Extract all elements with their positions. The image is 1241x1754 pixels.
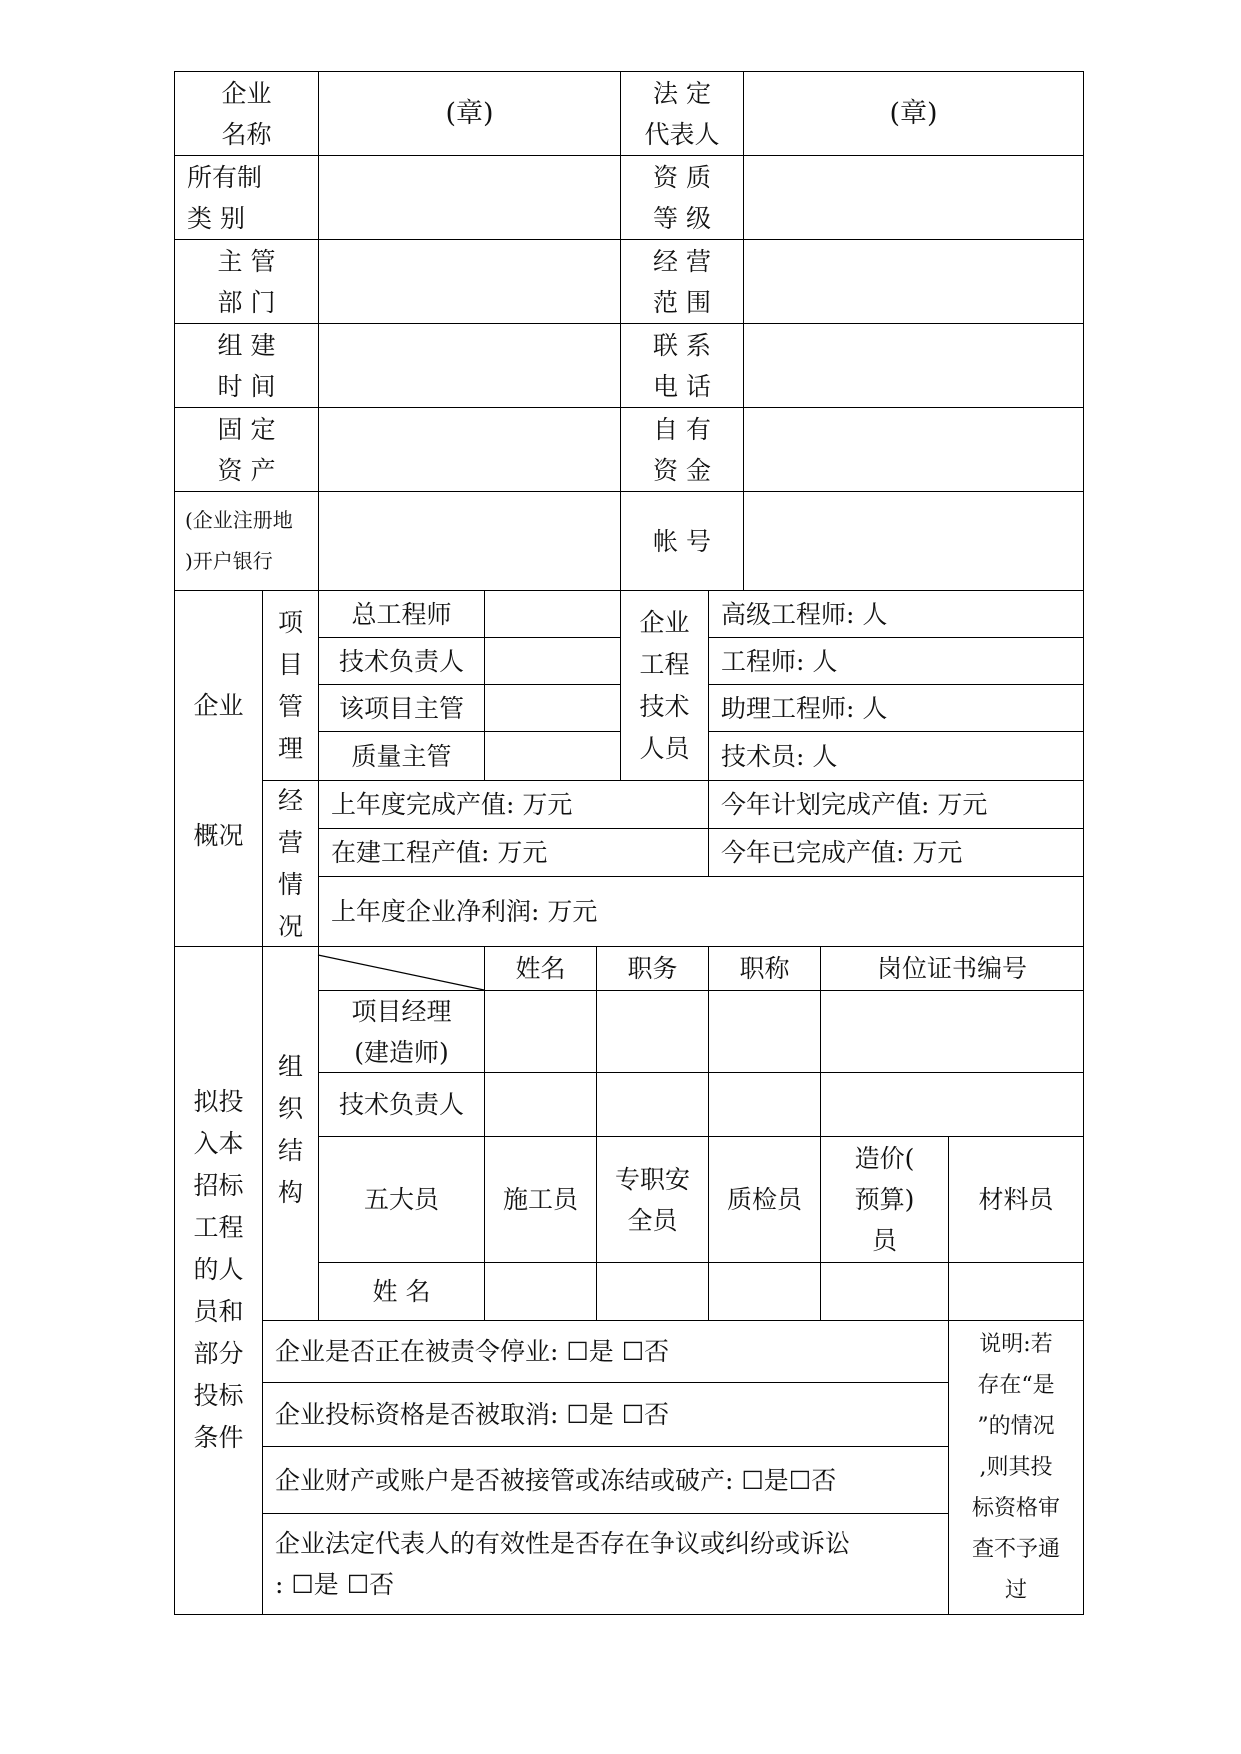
condition-legal-rep-dispute: 企业法定代表人的有效性是否存在争议或纠纷或诉讼 : ☐是 ☐否 [275,1529,851,1599]
legal-rep-label: 法 定 代表人 [644,78,720,149]
condition-suspended: 企业是否正在被责令停业: ☐是 ☐否 [275,1337,670,1366]
fixed-assets-label: 固 定 资 产 [217,414,276,485]
rule [1083,71,1084,1615]
five-roles-label: 五大员 [363,1185,439,1214]
role-cost: 造价( 预算) 员 [854,1144,915,1255]
last-year-output: 上年度完成产值: 万元 [331,790,573,819]
rule [820,946,821,1321]
qualification-label: 资 质 等 级 [653,162,711,233]
condition-disqualified: 企业投标资格是否被取消: ☐是 ☐否 [275,1400,670,1429]
ownership-label: 所有制 类 别 [187,162,263,233]
this-year-done: 今年已完成产值: 万元 [721,838,963,867]
net-profit: 上年度企业净利润: 万元 [331,897,598,926]
assistant-engineer-count: 助理工程师: 人 [721,693,888,723]
rule [484,946,485,1321]
business-scope-label: 经 营 范 围 [653,246,711,317]
under-construction-output: 在建工程产值: 万元 [331,838,548,867]
authority-label: 主 管 部 门 [217,246,276,317]
tech-staff-label: 企业 工程 技术 人员 [639,607,690,763]
rule [596,946,597,1321]
quality-supervisor-label: 质量主管 [351,741,452,771]
enterprise-name-label: 企业 名称 [221,78,272,149]
role-safety: 专职安 全员 [614,1164,690,1235]
staffing-section-label: 拟投 入本 招标 工程 的人 员和 部分 投标 条件 [193,1087,244,1452]
condition-assets-frozen: 企业财产或账户是否被接管或冻结或破产: ☐是☐否 [275,1465,837,1495]
role-construction: 施工员 [502,1185,578,1214]
overview-label-1: 企业 [193,690,244,720]
conditions-note: 说明:若 存在“是 ”的情况 ,则其投 标资格审 查不予通 过 [971,1332,1060,1603]
legal-rep-seal: (章) [889,97,938,129]
project-supervisor-label: 该项目主管 [338,693,464,723]
rule [708,946,709,1321]
enterprise-name-seal: (章) [445,97,494,129]
phone-label: 联 系 电 话 [653,330,711,401]
own-funds-label: 自 有 资 金 [653,414,711,485]
technician-count: 技术员: 人 [721,741,838,771]
founded-label: 组 建 时 间 [217,330,276,401]
project-mgmt-label: 项 目 管 理 [277,607,303,763]
role-material: 材料员 [978,1185,1054,1214]
col-position: 职务 [627,954,678,983]
engineer-count: 工程师: 人 [721,646,838,676]
account-label: 帐 号 [653,526,711,556]
bank-label: (企业注册地 )开户银行 [185,508,293,573]
operation-label: 经 营 情 况 [277,785,303,941]
col-title: 职称 [739,954,790,983]
col-cert: 岗位证书编号 [876,954,1027,983]
this-year-plan: 今年计划完成产值: 万元 [721,790,988,819]
staff-tech-lead-label: 技术负责人 [338,1090,464,1119]
role-quality: 质检员 [726,1185,802,1214]
chief-engineer-label: 总工程师 [351,599,452,629]
five-roles-name-label: 姓 名 [372,1277,431,1306]
tech-lead-label: 技术负责人 [338,646,464,676]
diagonal-header-line [318,955,488,995]
project-manager-label: 项目经理 (建造师) [351,996,452,1067]
overview-label-2: 概况 [193,820,244,850]
rule [484,590,485,780]
col-name: 姓名 [515,954,566,983]
org-structure-label: 组 织 结 构 [277,1052,303,1207]
senior-engineer-count: 高级工程师: 人 [721,599,888,629]
